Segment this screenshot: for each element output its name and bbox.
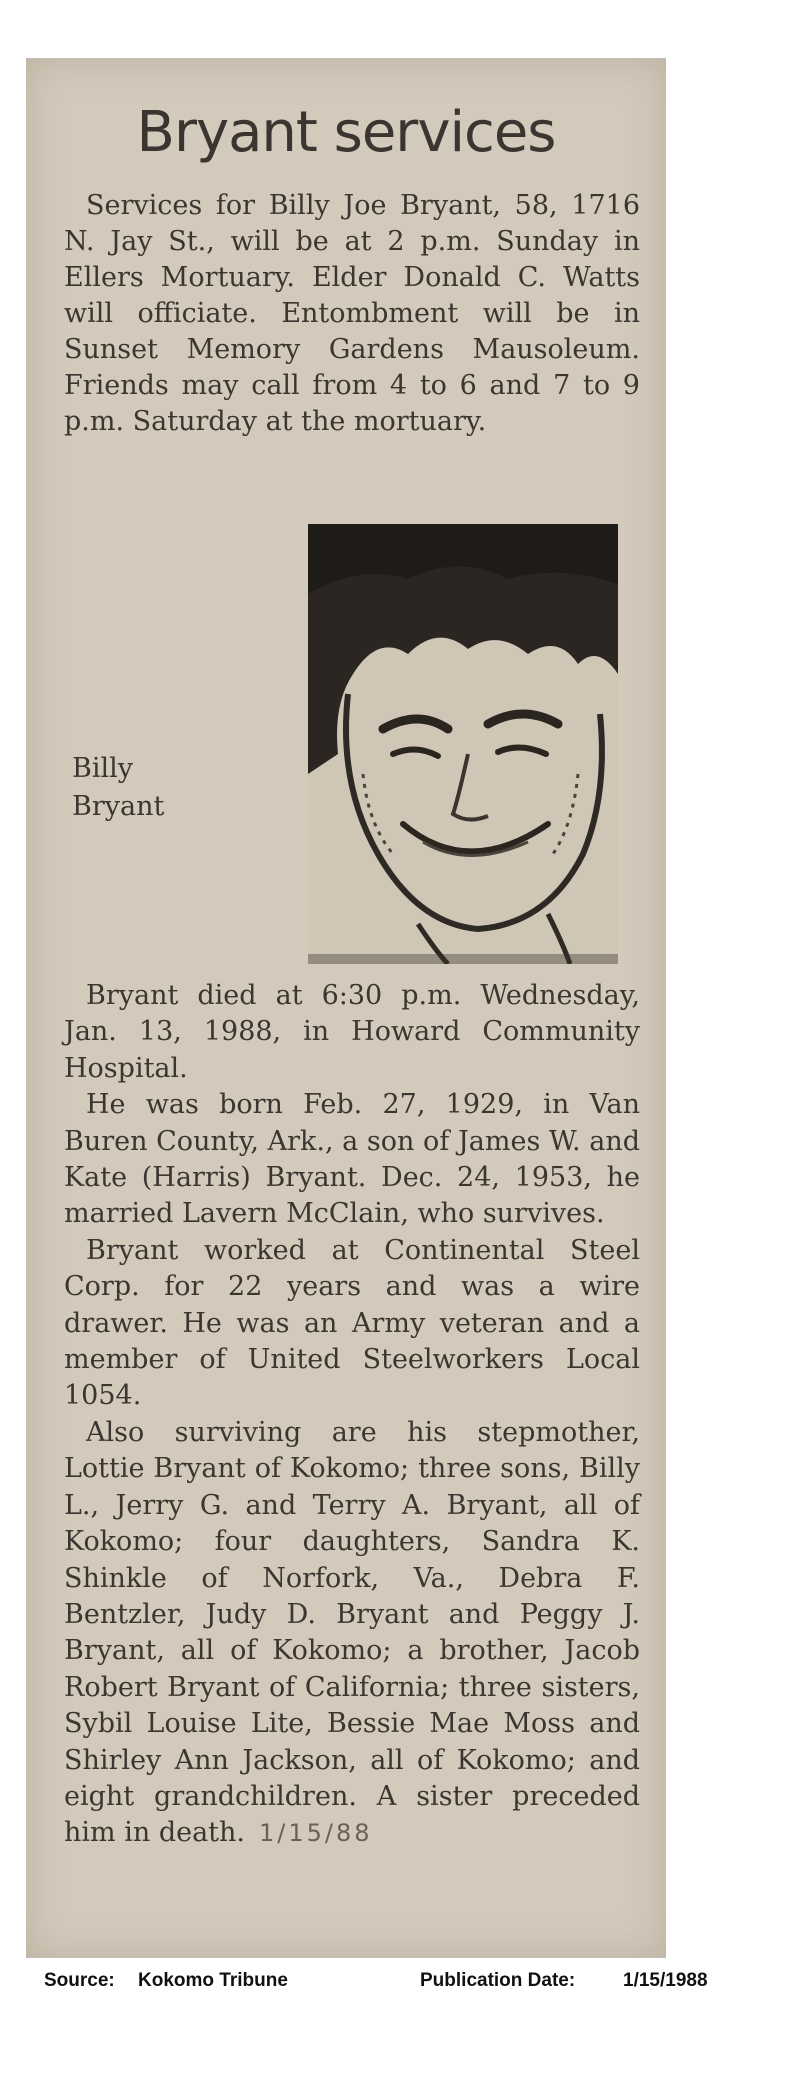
headline: Bryant services	[136, 100, 556, 165]
portrait-illustration	[308, 524, 618, 964]
career-paragraph: Bryant worked at Continental Steel Corp. for 22 years and was a wire drawer. He was an Army veteran and a member of United Steelworkers Local 1054.	[64, 1234, 640, 1412]
source-label: Source:	[44, 1970, 115, 1991]
source-value: Kokomo Tribune	[138, 1970, 288, 1991]
photo-caption-last-name: Bryant	[72, 791, 165, 822]
survivors-text: Also surviving are his stepmother, Lottie Bryant of Kokomo; three sons, Billy L., Jerry G. and Terry A. Bryant, all of Kokomo; four daughters, Sandra K. Shinkle of Norfork, Va., Debra F. Bentzler, Judy D. Bryant and Peggy J. Bryant, all of Kokomo; a brother, Jacob Robert Bryant of California; three sisters, Sybil Louise Lite, Bessie Mae Moss and Shirley Ann Jackson, all of Kokomo; and eight grandchildren. A sister preceded him in death.	[64, 1416, 640, 1849]
footer	[0, 1970, 799, 2000]
handwritten-date: 1/15/88	[259, 1819, 373, 1848]
survivors-paragraph	[64, 1415, 640, 1852]
photo-caption-first-name: Billy	[72, 753, 134, 784]
publication-date-value: 1/15/1988	[623, 1970, 708, 1991]
newspaper-clipping	[26, 58, 666, 1958]
birth-marriage-paragraph: He was born Feb. 27, 1929, in Van Buren County, Ark., a son of James W. and Kate (Harris) Bryant. Dec. 24, 1953, he married Lavern McClain, who survives.	[64, 1089, 640, 1230]
intro-paragraph	[64, 188, 640, 440]
obituary-body	[64, 978, 640, 1852]
death-paragraph: Bryant died at 6:30 p.m. Wednesday, Jan. 13, 1988, in Howard Community Hospital.	[64, 980, 640, 1084]
intro-text: Services for Billy Joe Bryant, 58, 1716 N. Jay St., will be at 2 p.m. Sunday in Ellers Mortuary. Elder Donald C. Watts will officiate. Entombment will be in Sunset Memory Gardens Mausoleum. Friends may call from 4 to 6 and 7 to 9 p.m. Saturday at the mortuary.	[64, 190, 640, 437]
publication-date-label: Publication Date:	[420, 1970, 576, 1991]
photo-caption	[72, 750, 212, 826]
portrait-photo	[308, 524, 618, 964]
